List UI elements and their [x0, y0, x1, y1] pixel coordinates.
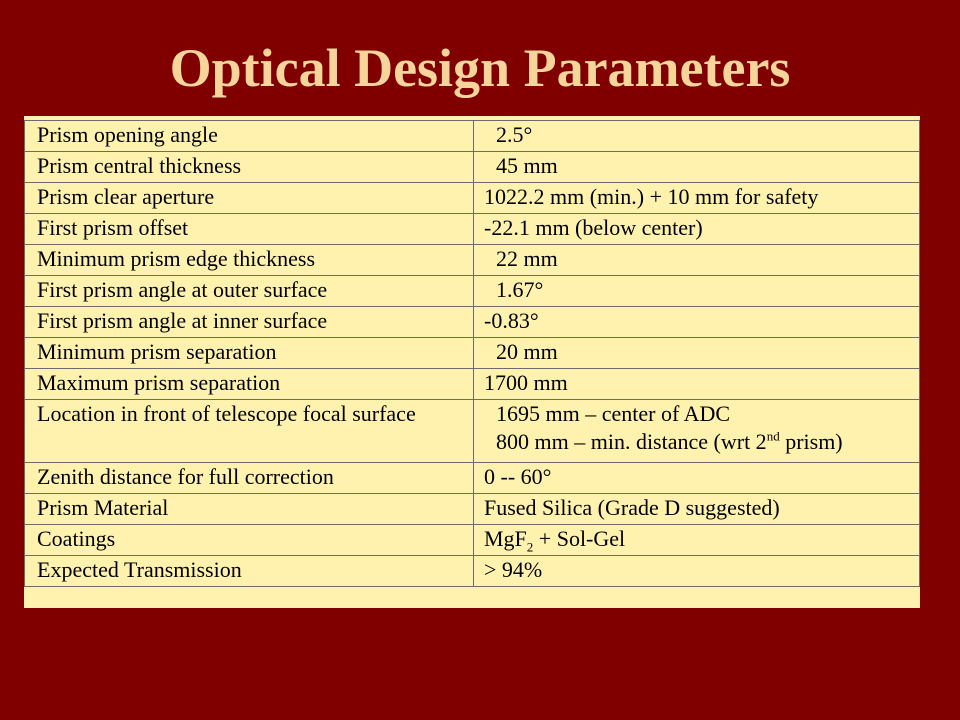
parameter-value: [474, 400, 920, 463]
parameter-value: 45 mm: [474, 152, 920, 183]
parameter-value: 0 -- 60°: [474, 463, 920, 494]
parameter-label: First prism angle at inner surface: [25, 307, 474, 338]
parameter-label: First prism angle at outer surface: [25, 276, 474, 307]
table-row: [25, 338, 920, 369]
table-row: [25, 214, 920, 245]
parameter-value: > 94%: [474, 556, 920, 587]
parameter-label: Maximum prism separation: [25, 369, 474, 400]
table-row: [25, 400, 920, 463]
table-row: [25, 556, 920, 587]
parameter-label: Prism opening angle: [25, 121, 474, 152]
table-row: [25, 276, 920, 307]
parameter-value: 1022.2 mm (min.) + 10 mm for safety: [474, 183, 920, 214]
table-row: [25, 494, 920, 525]
table-row: [25, 121, 920, 152]
parameter-label: Zenith distance for full correction: [25, 463, 474, 494]
parameter-value: -22.1 mm (below center): [474, 214, 920, 245]
parameter-value: MgF$_2$ + Sol-Gel: [474, 525, 920, 556]
table-row: [25, 245, 920, 276]
slide-title: Optical Design Parameters: [169, 38, 791, 98]
parameter-label: Minimum prism edge thickness: [25, 245, 474, 276]
value-line-2: 800 mm – min. distance (wrt 2nd prism): [496, 428, 843, 454]
table-row: [25, 369, 920, 400]
parameter-label: Location in front of telescope focal surface: [25, 400, 474, 463]
table-row: [25, 307, 920, 338]
parameter-value: 1.67°: [474, 276, 920, 307]
parameter-label: Expected Transmission: [25, 556, 474, 587]
parameter-label: Prism central thickness: [25, 152, 474, 183]
parameter-value: 2.5°: [474, 121, 920, 152]
parameter-label: First prism offset: [25, 214, 474, 245]
table-row: [25, 183, 920, 214]
parameter-label: Coatings: [25, 525, 474, 556]
parameter-label: Minimum prism separation: [25, 338, 474, 369]
parameter-value: Fused Silica (Grade D suggested): [474, 494, 920, 525]
table-row: [25, 152, 920, 183]
parameter-label: Prism clear aperture: [25, 183, 474, 214]
parameters-table: [24, 120, 920, 587]
parameter-value: -0.83°: [474, 307, 920, 338]
table-row: [25, 525, 920, 556]
table-row: [25, 463, 920, 494]
parameter-value: 22 mm: [474, 245, 920, 276]
value-line-1: 1695 mm – center of ADC: [496, 401, 731, 426]
parameter-value: 20 mm: [474, 338, 920, 369]
parameter-label: Prism Material: [25, 494, 474, 525]
parameter-value: 1700 mm: [474, 369, 920, 400]
